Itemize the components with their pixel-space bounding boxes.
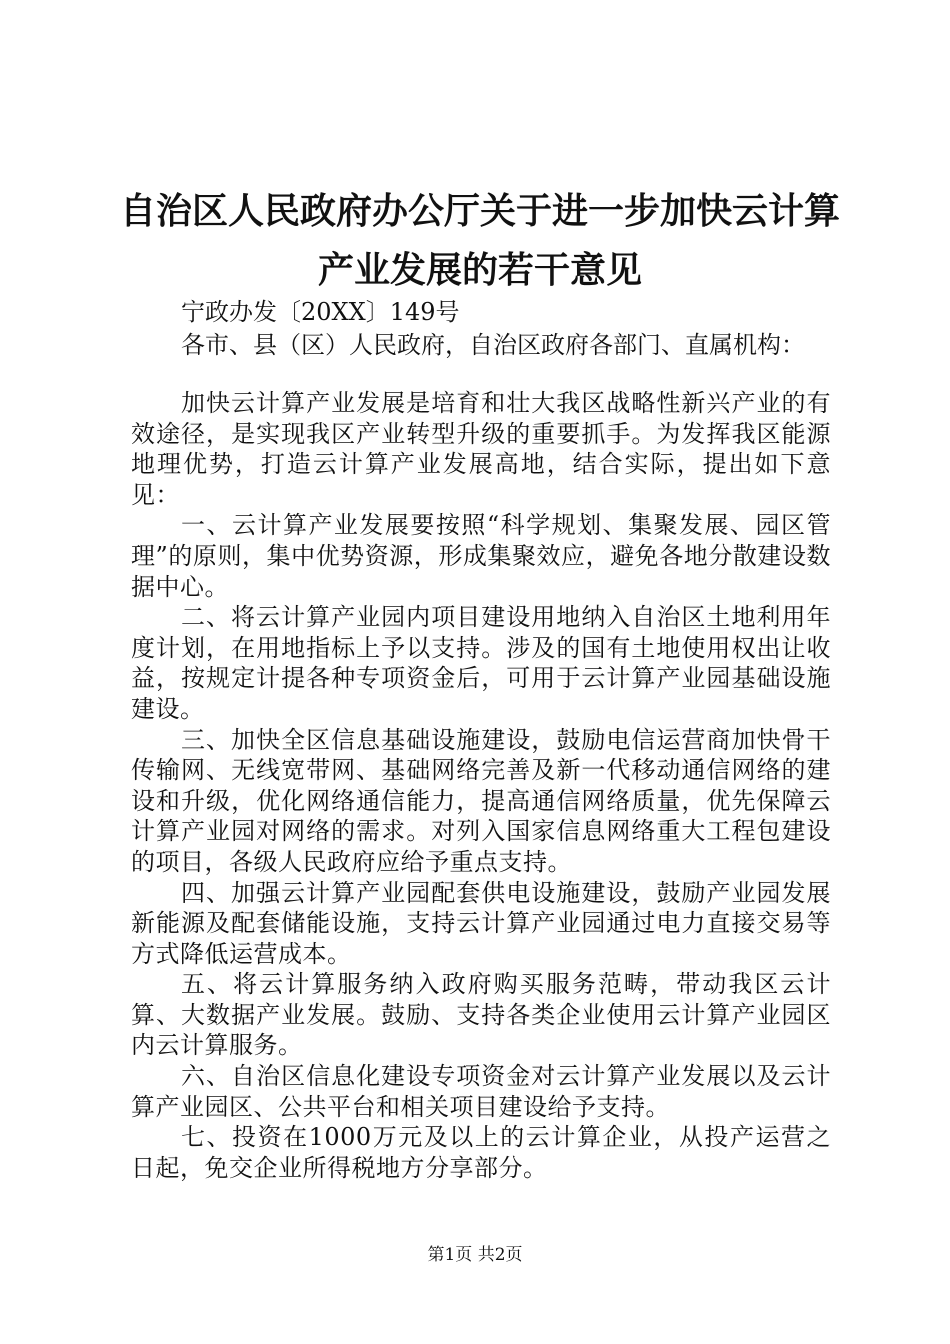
paragraph-item-3: 三、加快全区信息基础设施建设，鼓励电信运营商加快骨干传输网、无线宽带网、基础网络完善及新一代移动通信网络的建设和升级，优化网络通信能力，提高通信网络质量，优先保障云计算产业园对网络的需求。对列入国家信息网络重大工程包建设的项目，各级人民政府应给予重点支持。 bbox=[131, 725, 831, 876]
paragraph-item-2: 二、将云计算产业园内项目建设用地纳入自治区土地利用年度计划，在用地指标上予以支持。涉及的国有土地使用权出让收益，按规定计提各种专项资金后，可用于云计算产业园基础设施建设。 bbox=[131, 603, 831, 723]
paragraph-intro: 加快云计算产业发展是培育和壮大我区战略性新兴产业的有效途径，是实现我区产业转型升级的重要抓手。为发挥我区能源地理优势，打造云计算产业发展高地，结合实际，提出如下意见： bbox=[131, 389, 831, 509]
paragraph-item-7: 七、投资在1000万元及以上的云计算企业，从投产运营之日起，免交企业所得税地方分享部分。 bbox=[131, 1123, 831, 1182]
paragraph-item-5: 五、将云计算服务纳入政府购买服务范畴，带动我区云计算、大数据产业发展。鼓励、支持各类企业使用云计算产业园区内云计算服务。 bbox=[131, 970, 831, 1060]
paragraph-item-6: 六、自治区信息化建设专项资金对云计算产业发展以及云计算产业园区、公共平台和相关项目建设给予支持。 bbox=[131, 1062, 831, 1121]
addressee: 各市、县（区）人民政府，自治区政府各部门、直属机构： bbox=[181, 331, 805, 359]
document-title-line-1: 自治区人民政府办公厅关于进一步加快云计算 bbox=[119, 191, 840, 232]
page-footer: 第1页 共2页 bbox=[427, 1245, 523, 1265]
paragraph-item-4: 四、加强云计算产业园配套供电设施建设，鼓励产业园发展新能源及配套储能设施，支持云计算产业园通过电力直接交易等方式降低运营成本。 bbox=[131, 878, 831, 968]
document-number: 宁政办发〔20XX〕149号 bbox=[181, 298, 460, 326]
document-body bbox=[131, 388, 831, 1183]
document-title-line-2: 产业发展的若干意见 bbox=[317, 250, 642, 291]
paragraph-item-1: 一、云计算产业发展要按照“科学规划、集聚发展、园区管理”的原则，集中优势资源，形成集聚效应，避免各地分散建设数据中心。 bbox=[131, 511, 831, 601]
